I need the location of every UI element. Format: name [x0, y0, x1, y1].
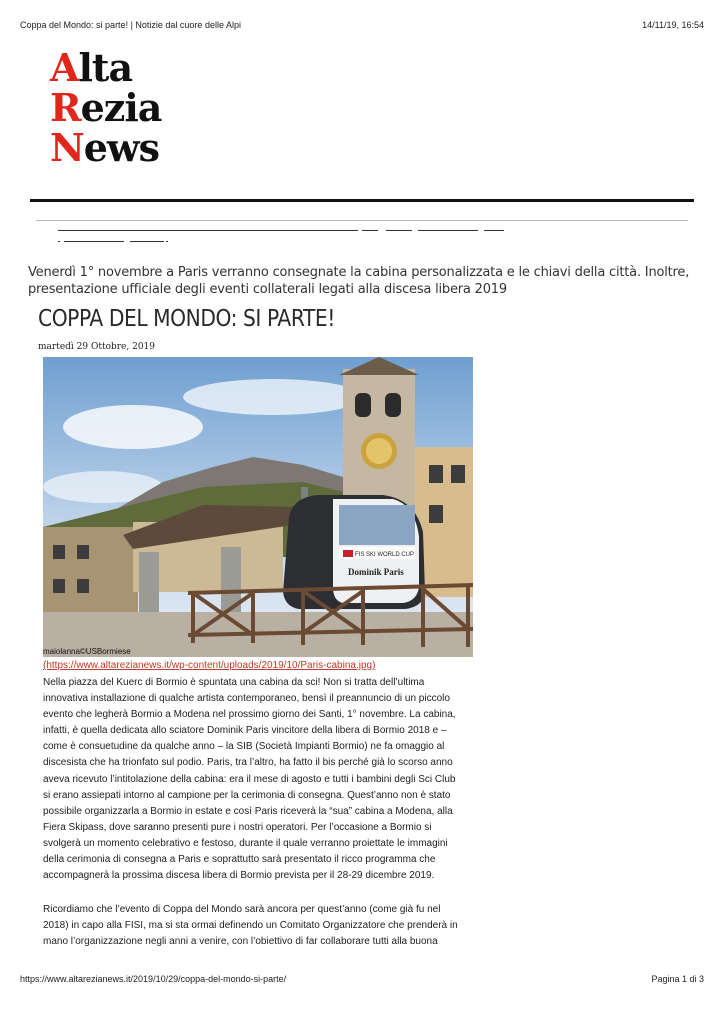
nav-link[interactable]: [484, 230, 504, 231]
site-logo[interactable]: [50, 45, 162, 170]
logo-rest: lta: [78, 45, 133, 90]
logo-initial: R: [50, 85, 81, 130]
cabin-photo-illustration: [43, 357, 473, 657]
print-page-title: Coppa del Mondo: si parte! | Notizie dal cuore delle Alpi: [20, 20, 241, 30]
article-headline: COPPA DEL MONDO: SI PARTE!: [38, 306, 335, 332]
cabin-banner-text: FIS SKI WORLD CUP: [355, 552, 415, 558]
article-date: martedì 29 Ottobre, 2019: [38, 342, 156, 352]
logo-initial: N: [50, 125, 84, 170]
logo-initial: A: [50, 45, 79, 90]
photo-source-link[interactable]: (https://www.altarezianews.it/wp-content/uploads/2019/10/Paris-cabina.jpg): [43, 660, 376, 671]
logo-word-news: [50, 125, 161, 170]
photo-credit: maiolanna©USBormiese: [43, 647, 131, 656]
nav-link[interactable]: [166, 241, 168, 242]
print-datetime: 14/11/19, 16:54: [642, 20, 704, 30]
print-url: https://www.altarezianews.it/2019/10/29/coppa-del-mondo-si-parte/: [20, 974, 287, 984]
nav-link[interactable]: [58, 230, 358, 231]
logo-word-rezia: [50, 85, 162, 130]
article-paragraph: Ricordiamo che l’evento di Coppa del Mondo sarà ancora per quest’anno (come già fu nel 2018) in capo alla FISI, ma si sta ormai definendo un Comitato Organizzatore che prenderà in mano l’organizzazione negli anni a venire, con l’obiettivo di far collaborare tutti alla buona: [43, 904, 458, 948]
nav-link[interactable]: [418, 230, 478, 231]
article-body: [43, 675, 488, 969]
article-photo[interactable]: [43, 357, 473, 657]
cabin-name-text: Dominik Paris: [348, 567, 404, 577]
logo-rest: ezia: [80, 85, 162, 130]
logo-rest: ews: [83, 125, 160, 170]
print-page-number: Pagina 1 di 3: [651, 974, 704, 984]
nav-link[interactable]: [130, 241, 164, 242]
navigation-menu: [58, 230, 518, 244]
nav-link[interactable]: [362, 230, 378, 231]
article-subtitle: Venerdì 1° novembre a Paris verranno consegnate la cabina personalizzata e le chiavi della città. Inoltre, presentazione ufficiale degli eventi collaterali legati alla discesa libera 2019: [28, 265, 690, 297]
nav-link[interactable]: [58, 241, 60, 242]
header-divider: [30, 199, 694, 202]
nav-link[interactable]: [386, 230, 412, 231]
nav-link[interactable]: [64, 241, 124, 242]
article-paragraph: Nella piazza del Kuerc di Bormio è spuntata una cabina da sci! Non si tratta dell’ultima innovativa installazione di qualche artista contemporaneo, bensì il preannuncio di un piccolo evento che legherà Bormio a Modena nel prossimo giorno dei Santi, 1° novembre. La cabina, infatti, è quella dedicata allo sciatore Dominik Paris vincitore della libera di Bormio 2018 e – come è consuetudine da qualche anno – la SIB (Società Impianti Bormio) ne fa omaggio al discesista che ha trionfato sul podio. Paris, tra l’altro, ha fatto il bis perché già lo scorso anno aveva ricevuto l’intitolazione della cabina: era il mese di agosto e tutti i bambini degli Sci Club si erano assiepati intorno al campione per la cerimonia di consegna. Quest’anno non è stato possibile organizzarla a Bormio in estate e così Paris riceverà la “sua” cabina a Modena, alla Fiera Skipass, dove saranno presenti pure i nostri operatori. Per l’occasione a Bormio si svolgerà un momento celebrativo e festoso, durante il quale verranno proiettate le immagini della cerimonia di consegna a Paris e soprattutto sarà presentato il ricco programma che accompagnerà la prossima discesa libera di Bormio prevista per il 28-29 dicembre 2019.: [43, 677, 456, 882]
nav-divider: [36, 220, 688, 221]
logo-word-alta: [50, 45, 161, 90]
